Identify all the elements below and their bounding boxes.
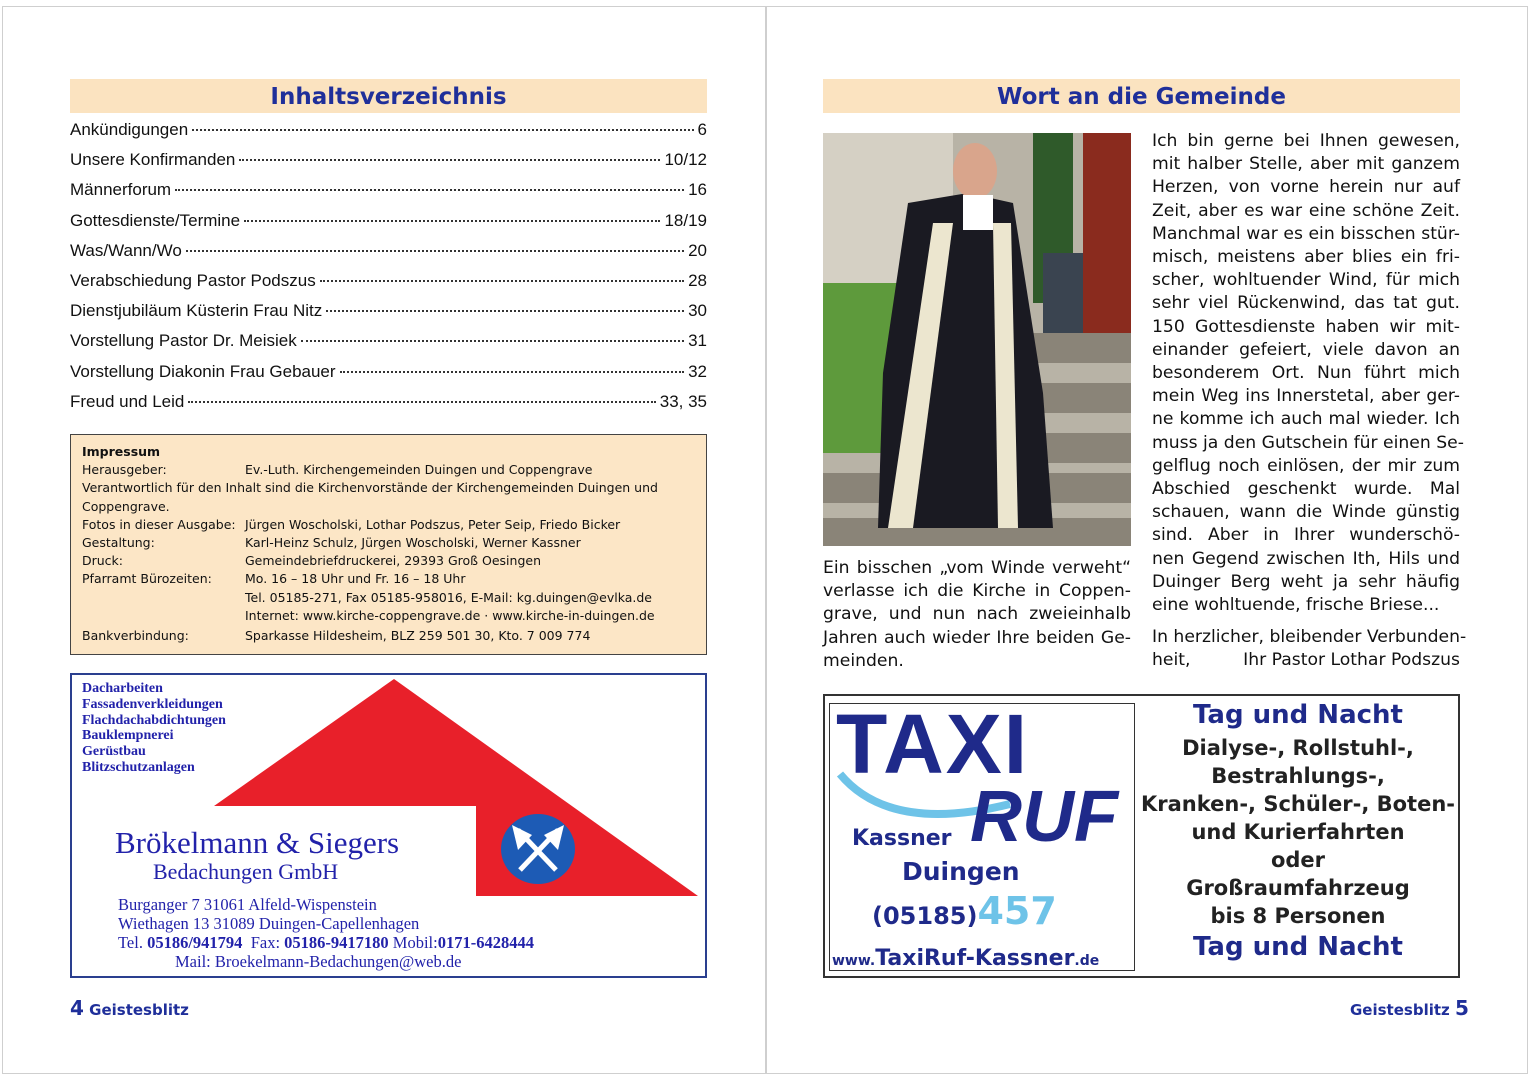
value: Sparkasse Hildesheim, BLZ 259 501 30, Kto. 7 009 774 bbox=[245, 628, 591, 644]
table-of-contents bbox=[70, 120, 707, 422]
dot-leader bbox=[320, 280, 684, 282]
closing-line: In herzlicher, bleibender Verbunden- bbox=[1152, 627, 1467, 647]
web-prefix: www. bbox=[832, 953, 876, 969]
mobil[interactable]: 0171-6428444 bbox=[437, 933, 534, 952]
toc-title: Gottesdienste/Termine bbox=[70, 210, 241, 230]
tel[interactable]: 05186/941794 bbox=[147, 933, 243, 952]
contact-block bbox=[118, 895, 534, 971]
toc-entry[interactable] bbox=[70, 362, 707, 392]
page-footer-right bbox=[1350, 996, 1469, 1020]
company-subtitle: Bedachungen GmbH bbox=[153, 859, 339, 884]
toc-page: 31 bbox=[688, 331, 707, 351]
toc-page: 28 bbox=[688, 270, 707, 290]
body-line: einander gefeiert, viele davon an bbox=[1152, 339, 1460, 360]
address: Wiethagen 13 31089 Duingen-Capellenhagen bbox=[118, 914, 420, 933]
text: Coppengrave. bbox=[82, 498, 170, 514]
value: Jürgen Woscholski, Lothar Podszus, Peter Seip, Friedo Bicker bbox=[245, 516, 621, 532]
headline-bottom: Tag und Nacht bbox=[1193, 932, 1403, 962]
service-item: Dacharbeiten bbox=[82, 681, 163, 696]
phone-digits: 457 bbox=[977, 889, 1057, 933]
toc-entry[interactable] bbox=[70, 301, 707, 331]
page-number: 4 bbox=[70, 996, 84, 1020]
toc-page: 33, 35 bbox=[659, 391, 707, 411]
article-body bbox=[1152, 130, 1464, 617]
body-line: Manchmal war es ein bisschen stür- bbox=[1152, 223, 1460, 244]
service-item: und Kurierfahrten bbox=[1191, 820, 1405, 844]
service-item: bis 8 Personen bbox=[1210, 904, 1386, 928]
toc-page: 10/12 bbox=[664, 150, 707, 170]
label: Herausgeber: bbox=[82, 462, 167, 478]
body-line: Ich bin gerne bei Ihnen gewesen, bbox=[1152, 131, 1460, 151]
caption-line: verlasse ich die Kirche in Coppen- bbox=[823, 581, 1131, 602]
tel-label: Tel. bbox=[118, 933, 143, 952]
phone-number[interactable] bbox=[872, 889, 1057, 933]
toc-page: 16 bbox=[688, 180, 707, 200]
toc-entry[interactable] bbox=[70, 271, 707, 301]
impressum-title: Impressum bbox=[82, 444, 161, 459]
dot-leader bbox=[239, 159, 660, 161]
town: Duingen bbox=[902, 857, 1020, 886]
toc-title: Unsere Konfirmanden bbox=[70, 150, 236, 170]
body-line: sind. Aber in Ihrer wunderschö- bbox=[1152, 525, 1460, 546]
services-list bbox=[1137, 734, 1459, 930]
website[interactable] bbox=[832, 946, 1099, 971]
headline: Tag und Nacht bbox=[1193, 700, 1403, 730]
owner: Kassner bbox=[852, 826, 952, 851]
body-line: ne komme ich auch mal wieder. Ich bbox=[1152, 409, 1460, 430]
caption-line: grave, und nun nach zweieinhalb bbox=[823, 604, 1131, 625]
toc-page: 6 bbox=[697, 120, 707, 139]
value: Internet: www.kirche-coppengrave.de · www.kirche-in-duingen.de bbox=[245, 607, 655, 623]
dot-leader bbox=[326, 310, 684, 312]
dot-leader bbox=[192, 129, 693, 131]
service-item: Dialyse-, Rollstuhl-, bbox=[1182, 736, 1414, 760]
service-item: Flachdachabdichtungen bbox=[82, 712, 226, 728]
service-item: Fassadenverkleidungen bbox=[82, 696, 223, 712]
label: Bankverbindung: bbox=[82, 628, 189, 644]
dot-leader bbox=[301, 340, 684, 342]
toc-heading: Inhaltsverzeichnis bbox=[70, 79, 707, 113]
value: Ev.-Luth. Kirchengemeinden Duingen und Coppengrave bbox=[245, 462, 593, 478]
page-number: 5 bbox=[1454, 996, 1469, 1020]
label: Pfarramt Bürozeiten: bbox=[82, 571, 212, 587]
roofing-advertisement bbox=[70, 673, 707, 978]
body-line: mein Weg ins Innerstetal, aber ger- bbox=[1152, 386, 1460, 407]
toc-entry[interactable] bbox=[70, 180, 707, 210]
signature: Ihr Pastor Lothar Podszus bbox=[1243, 650, 1460, 671]
toc-title: Dienstjubiläum Küsterin Frau Nitz bbox=[70, 301, 323, 321]
text: Verantwortlich für den Inhalt sind die Kirchenvorstände der Kirchengemeinden Duingen und bbox=[82, 480, 658, 496]
body-line: eine wohltuende, frische Briese... bbox=[1152, 595, 1440, 616]
mobil-label: Mobil: bbox=[392, 933, 438, 952]
taxi-advertisement bbox=[823, 694, 1460, 978]
taxi-logo-box bbox=[829, 703, 1135, 971]
body-line: mit halber Stelle, aber mit ganzem bbox=[1152, 154, 1460, 175]
service-item: Blitzschutzanlagen bbox=[82, 759, 195, 775]
body-line: muss ja den Gutschein für einen Se- bbox=[1152, 432, 1464, 453]
address: Burganger 7 31061 Alfeld-Wispenstein bbox=[118, 895, 377, 914]
article-closing bbox=[1152, 626, 1467, 672]
body-line: besonderem Ort. Nun führt mich bbox=[1152, 363, 1460, 384]
pastor-photo bbox=[823, 133, 1131, 546]
toc-page: 18/19 bbox=[664, 210, 707, 230]
service-item: Kranken-, Schüler-, Boten- bbox=[1140, 792, 1455, 816]
value: Karl-Heinz Schulz, Jürgen Woscholski, Werner Kassner bbox=[245, 535, 581, 551]
toc-entry[interactable] bbox=[70, 150, 707, 180]
toc-title: Verabschiedung Pastor Podszus bbox=[70, 270, 316, 290]
toc-entry[interactable] bbox=[70, 120, 707, 150]
magazine-name: Geistesblitz bbox=[1350, 1001, 1450, 1019]
body-line: gelflug noch einlösen, der mir zum bbox=[1152, 455, 1460, 476]
body-line: 150 Gottesdienste haben wir mit- bbox=[1152, 316, 1460, 337]
taxi-services bbox=[1137, 696, 1459, 962]
dot-leader bbox=[188, 401, 655, 403]
body-line: nen Gegend zwischen Ith, Hils und bbox=[1152, 548, 1460, 569]
service-item: Bauklempnerei bbox=[82, 728, 174, 744]
toc-page: 30 bbox=[688, 301, 707, 321]
toc-entry[interactable] bbox=[70, 331, 707, 361]
body-line: scher, wohltuender Wind, für mich bbox=[1152, 270, 1460, 291]
value: Mo. 16 – 18 Uhr und Fr. 16 – 18 Uhr bbox=[245, 571, 466, 587]
services-list bbox=[82, 681, 226, 776]
toc-entry[interactable] bbox=[70, 211, 707, 241]
body-line: Zeit, aber es war eine schöne Zeit. bbox=[1152, 200, 1460, 221]
service-item: oder bbox=[1270, 848, 1326, 872]
toc-title: Männerforum bbox=[70, 180, 172, 200]
phone-prefix: (05185) bbox=[872, 902, 978, 930]
email[interactable]: Mail: Broekelmann-Bedachungen@web.de bbox=[175, 952, 462, 971]
label: Fotos in dieser Ausgabe: bbox=[82, 516, 236, 532]
body-line: Herzen, von vorne herein nur auf bbox=[1152, 177, 1460, 198]
photo-caption bbox=[823, 557, 1131, 673]
label: Druck: bbox=[82, 553, 124, 569]
body-line: schauen, wann die Winde günstig bbox=[1152, 502, 1460, 523]
toc-entry[interactable] bbox=[70, 392, 707, 422]
label: Gestaltung: bbox=[82, 535, 155, 551]
service-item: Bestrahlungs-, bbox=[1211, 764, 1385, 788]
impressum-box bbox=[70, 434, 707, 655]
toc-title: Vorstellung Diakonin Frau Gebauer bbox=[70, 361, 336, 381]
toc-title: Freud und Leid bbox=[70, 391, 185, 411]
caption-line: Ein bisschen „vom Winde verweht“ bbox=[823, 558, 1131, 578]
body-line: Abschied geschenkt wurde. Mal bbox=[1152, 479, 1460, 500]
fax-label: Fax: bbox=[250, 933, 281, 952]
toc-title: Vorstellung Pastor Dr. Meisiek bbox=[70, 331, 297, 351]
toc-title: Was/Wann/Wo bbox=[70, 240, 182, 260]
toc-page: 20 bbox=[688, 240, 707, 260]
caption-line: Jahren auch wieder Ihre beiden Ge- bbox=[823, 627, 1131, 648]
fax: 05186-9417180 bbox=[284, 933, 389, 952]
body-line: Duinger Berg weht ja sehr häufig bbox=[1152, 571, 1460, 592]
caption-line: meinden. bbox=[823, 650, 904, 671]
body-line: sehr viel Rückenwind, das tat gut. bbox=[1152, 293, 1460, 314]
magazine-name: Geistesblitz bbox=[89, 1001, 189, 1019]
article-heading: Wort an die Gemeinde bbox=[823, 79, 1460, 113]
web-tld: .de bbox=[1074, 953, 1100, 969]
value: Tel. 05185-271, Fax 05185-958016, E-Mail: kg.duingen@evlka.de bbox=[245, 589, 652, 605]
dot-leader bbox=[186, 250, 684, 252]
dot-leader bbox=[340, 371, 685, 373]
toc-page: 32 bbox=[688, 361, 707, 381]
page-footer-left bbox=[70, 996, 189, 1020]
company-name: Brökelmann & Siegers bbox=[115, 825, 400, 860]
web-name: TaxiRuf-Kassner bbox=[875, 946, 1075, 971]
dot-leader bbox=[175, 189, 684, 191]
body-line: misch, meistens aber blies ein fri- bbox=[1152, 247, 1460, 268]
dot-leader bbox=[244, 220, 660, 222]
service-item: Gerüstbau bbox=[82, 744, 146, 760]
toc-title: Ankündigungen bbox=[70, 120, 189, 139]
ruf-logo-text: RUF bbox=[970, 777, 1118, 857]
toc-entry[interactable] bbox=[70, 241, 707, 271]
value: Gemeindebriefdruckerei, 29393 Groß Oesingen bbox=[245, 553, 541, 569]
taxi-logo-text: TAXI bbox=[836, 703, 1030, 791]
closing-line: heit, bbox=[1152, 650, 1191, 671]
service-item: Großraumfahrzeug bbox=[1186, 876, 1410, 900]
